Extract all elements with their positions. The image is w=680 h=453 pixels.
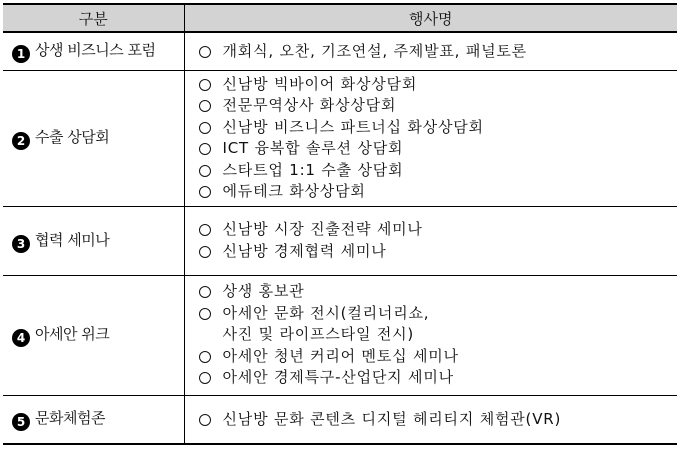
event-name: 신남방 비즈니스 파트너십 화상상담회 [222, 117, 484, 136]
circle-bullet-icon [199, 165, 211, 177]
circle-bullet-icon [199, 308, 211, 320]
table-row [3, 275, 677, 395]
number-badge: 3 [12, 235, 30, 253]
header-events: 행사명 [184, 4, 677, 32]
list-item [199, 409, 678, 431]
circle-bullet-icon [199, 46, 211, 58]
events-cell [184, 275, 677, 395]
event-name: 아세안 경제특구-산업단지 세미나 [222, 368, 454, 387]
event-name: ICT 융복합 솔루션 상담회 [222, 139, 404, 157]
number-badge: 2 [12, 132, 30, 150]
circle-bullet-icon [199, 79, 211, 91]
circle-bullet-icon [199, 286, 211, 298]
event-name: 신남방 빅바이어 화상상담회 [222, 74, 418, 93]
event-name: 개회식, 오찬, 기조연설, 주제발표, 패널토론 [222, 41, 527, 60]
table-row [3, 206, 677, 275]
event-name-line: 아세안 문화 전시(컬리너리쇼, [222, 303, 430, 322]
event-name-continuation: 사진 및 라이프스타일 전시) [222, 325, 415, 344]
number-badge: 4 [12, 329, 30, 347]
event-name: 아세안 청년 커리어 멘토십 세미나 [222, 346, 459, 365]
category-label: 아세안 위크 [35, 325, 110, 343]
events-cell [184, 32, 677, 70]
circle-bullet-icon [199, 122, 211, 134]
event-name: 스타트업 1:1 수출 상담회 [222, 160, 404, 179]
category-cell [3, 32, 184, 70]
category-label: 수출 상담회 [35, 128, 110, 146]
circle-bullet-icon [199, 100, 211, 112]
event-name: 전문무역상사 화상상담회 [222, 96, 397, 114]
circle-bullet-icon [199, 246, 211, 258]
table-row [3, 70, 677, 206]
event-name: 에듀테크 화상상담회 [222, 182, 366, 200]
list-item [199, 303, 678, 346]
number-badge: 5 [12, 413, 30, 431]
event-name: 신남방 문화 콘텐츠 디지털 헤리티지 체험관(VR) [222, 409, 562, 428]
circle-bullet-icon [199, 351, 211, 363]
category-label: 문화체험존 [35, 409, 105, 428]
number-badge: 1 [12, 45, 30, 63]
header-row [3, 4, 677, 32]
list-item [199, 138, 678, 160]
events-table [3, 3, 677, 445]
list-item [199, 117, 678, 139]
list-item [199, 160, 678, 182]
category-cell [3, 275, 184, 395]
category-cell [3, 395, 184, 444]
circle-bullet-icon [199, 143, 211, 155]
list-item [199, 219, 678, 241]
category-cell [3, 206, 184, 275]
category-label: 상생 비즈니스 포럼 [35, 41, 156, 60]
list-item [199, 367, 678, 389]
event-name [223, 303, 430, 346]
list-item [199, 281, 678, 303]
category-cell [3, 70, 184, 206]
header-category: 구분 [3, 4, 184, 32]
table-row [3, 32, 677, 70]
list-item [199, 41, 678, 63]
list-item [199, 95, 678, 117]
event-name: 상생 홍보관 [222, 282, 305, 301]
table-row [3, 395, 677, 444]
event-name: 신남방 경제협력 세미나 [222, 241, 387, 260]
list-item [199, 181, 678, 203]
events-cell [184, 395, 677, 444]
circle-bullet-icon [199, 414, 211, 426]
events-cell [184, 206, 677, 275]
circle-bullet-icon [199, 372, 211, 384]
list-item [199, 74, 678, 96]
event-name: 신남방 시장 진출전략 세미나 [222, 220, 423, 238]
list-item [199, 346, 678, 368]
category-label: 협력 세미나 [35, 230, 110, 249]
events-cell [184, 70, 677, 206]
list-item [199, 241, 678, 263]
circle-bullet-icon [199, 224, 211, 236]
circle-bullet-icon [199, 186, 211, 198]
